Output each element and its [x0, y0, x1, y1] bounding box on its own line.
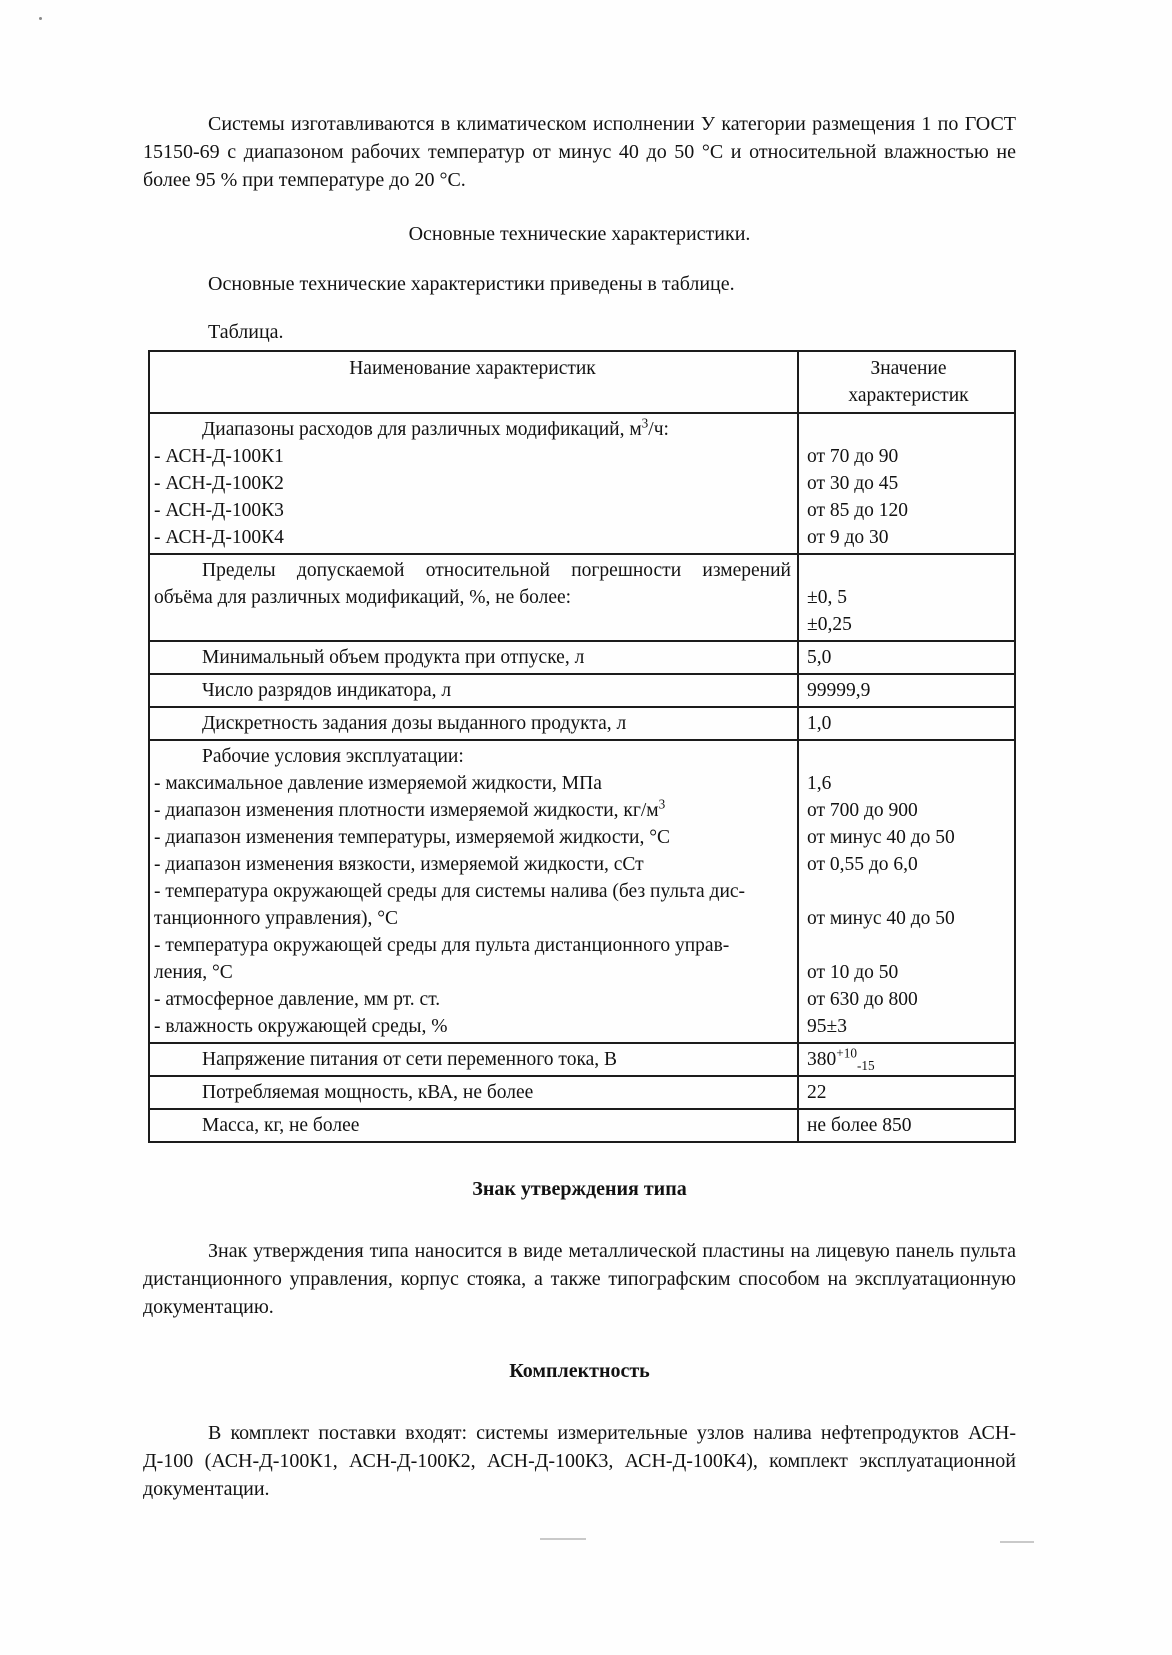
table-cell-line: от 630 до 800 — [807, 989, 918, 1010]
table-cell-line: от 10 до 50 — [807, 962, 899, 983]
table-cell-line: Рабочие условия эксплуатации: — [202, 746, 464, 767]
table-header-name-label: Наименование характеристик — [349, 358, 596, 379]
table-cell-value — [799, 1044, 1014, 1075]
table-row — [150, 1044, 1014, 1077]
table-cell-line: Минимальный объем продукта при отпуске, л — [202, 647, 585, 668]
table-cell-line: от минус 40 до 50 — [807, 827, 955, 848]
table-header-value-column — [799, 352, 1014, 412]
table-cell-line — [807, 743, 1010, 770]
table-header-value-label-line1: Значение — [870, 358, 947, 379]
table-header-value-label-line2: характеристик — [848, 385, 969, 406]
table-header-row — [150, 352, 1014, 414]
table-cell-line: танционного управления), °С — [154, 908, 399, 929]
table-cell-line: от 700 до 900 — [807, 800, 918, 821]
table-row — [150, 1110, 1014, 1141]
table-cell-line: Масса, кг, не более — [202, 1115, 360, 1136]
table-cell-line: от 85 до 120 — [807, 500, 909, 521]
table-cell-line: 95±3 — [807, 1016, 847, 1037]
table-cell-line — [807, 557, 1010, 584]
table-cell-value — [799, 1077, 1014, 1108]
section-heading-technical-characteristics: Основные технические характеристики. — [408, 223, 751, 245]
table-cell-name — [150, 741, 799, 1042]
table-cell-name — [150, 1044, 799, 1075]
table-cell-line: от минус 40 до 50 — [807, 908, 955, 929]
table-cell-line: от 70 до 90 — [807, 446, 899, 467]
table-cell-name — [150, 675, 799, 706]
table-header-name-column — [150, 352, 799, 412]
table-cell-line: - температура окружающей среды для пульта дистанционного управ- — [154, 935, 730, 956]
table-cell-line — [807, 878, 1010, 905]
table-cell-name — [150, 642, 799, 673]
table-cell-value — [799, 414, 1014, 553]
table-cell-value — [799, 675, 1014, 706]
table-cell-line: от 0,55 до 6,0 — [807, 854, 918, 875]
table-cell-line: Диапазоны расходов для различных модификаций, $м^3/ч$: — [202, 415, 669, 440]
table-cell-line — [807, 416, 1010, 443]
section-heading-type-approval: Знак утверждения типа — [472, 1178, 687, 1200]
table-cell-line: 1,6 — [807, 773, 832, 794]
table-cell-line: Число разрядов индикатора, л — [202, 680, 452, 701]
table-row — [150, 414, 1014, 555]
table-row — [150, 555, 1014, 642]
table-intro-paragraph: Основные технические характеристики приведены в таблице. — [208, 273, 735, 295]
section-heading-completeness: Комплектность — [509, 1360, 650, 1382]
table-cell-name — [150, 1077, 799, 1108]
table-cell-line: 99999,9 — [807, 680, 871, 701]
table-cell-line: - диапазон изменения температуры, измеряемой жидкости, °С — [154, 827, 670, 848]
table-cell-line: - диапазон изменения плотности измеряемой жидкости, $кг/м^3$ — [154, 796, 666, 821]
table-caption: Таблица. — [208, 321, 284, 343]
table-cell-line: - атмосферное давление, мм рт. ст. — [154, 989, 441, 1010]
scan-dash-artifact — [1000, 1541, 1034, 1543]
table-row — [150, 675, 1014, 708]
page-content — [143, 110, 1016, 1503]
table-cell-line: - максимальное давление измеряемой жидкости, МПа — [154, 773, 602, 794]
table-cell-line: 5,0 — [807, 647, 832, 668]
table-cell-line: Дискретность задания дозы выданного продукта, л — [202, 713, 627, 734]
table-cell-name — [150, 414, 799, 553]
table-cell-line: ления, °С — [154, 962, 233, 983]
table-cell-line: от 9 до 30 — [807, 527, 889, 548]
table-cell-line: 22 — [807, 1082, 827, 1103]
table-cell-line: ±0, 5 — [807, 587, 847, 608]
table-cell-value — [799, 1110, 1014, 1141]
table-cell-line: - АСН-Д-100К3 — [154, 500, 284, 521]
table-cell-value — [799, 708, 1014, 739]
table-body — [150, 414, 1014, 1141]
table-cell-line: - температура окружающей среды для системы налива (без пульта дис- — [154, 881, 746, 902]
type-approval-paragraph: Знак утверждения типа наносится в виде металлической пластины на лицевую панель пульта дистанционного управления, корпус стояка, а также типографским способом на эксплуатационную документацию. — [143, 1240, 1016, 1318]
table-cell-line: Напряжение питания от сети переменного тока, В — [202, 1049, 618, 1070]
table-cell-line: - диапазон изменения вязкости, измеряемой жидкости, сСт — [154, 854, 644, 875]
table-cell-line: Пределы допускаемой относительной погрешности измерений — [202, 560, 791, 581]
table-row — [150, 741, 1014, 1044]
table-row — [150, 1077, 1014, 1110]
scan-dash-artifact — [540, 1538, 586, 1540]
characteristics-table — [148, 350, 1016, 1143]
table-cell-value — [799, 741, 1014, 1042]
table-cell-line: ±0,25 — [807, 614, 852, 635]
table-cell-value — [799, 642, 1014, 673]
completeness-paragraph: В комплект поставки входят: системы измерительные узлов налива нефтепродуктов АСН-Д-100 (АСН-Д-100К1, АСН-Д-100К2, АСН-Д-100К3, АСН-Д-100К4), комплект эксплуатационной документации. — [143, 1422, 1016, 1500]
table-cell-name — [150, 708, 799, 739]
scan-speck — [39, 17, 42, 20]
table-cell-line: - АСН-Д-100К4 — [154, 527, 284, 548]
table-cell-name — [150, 1110, 799, 1141]
table-cell-line: от 30 до 45 — [807, 473, 899, 494]
table-cell-line: 1,0 — [807, 713, 832, 734]
table-cell-line: $380^{+10}_{-15}$ — [807, 1045, 875, 1073]
intro-paragraph: Системы изготавливаются в климатическом исполнении У категории размещения 1 по ГОСТ 15150-69 с диапазоном рабочих температур от минус 40 до 50 °С и относительной влажностью не более 95 % при температуре до 20 °С. — [143, 113, 1016, 191]
table-cell-line: объёма для различных модификаций, %, не более: — [154, 587, 572, 608]
table-cell-value — [799, 555, 1014, 640]
table-row — [150, 708, 1014, 741]
table-cell-line: - влажность окружающей среды, % — [154, 1016, 448, 1037]
table-cell-line: - АСН-Д-100К1 — [154, 446, 284, 467]
table-cell-line: - АСН-Д-100К2 — [154, 473, 284, 494]
table-cell-name — [150, 555, 799, 640]
table-cell-line: Потребляемая мощность, кВА, не более — [202, 1082, 534, 1103]
table-row — [150, 642, 1014, 675]
table-cell-line: не более 850 — [807, 1115, 912, 1136]
table-cell-line — [807, 932, 1010, 959]
